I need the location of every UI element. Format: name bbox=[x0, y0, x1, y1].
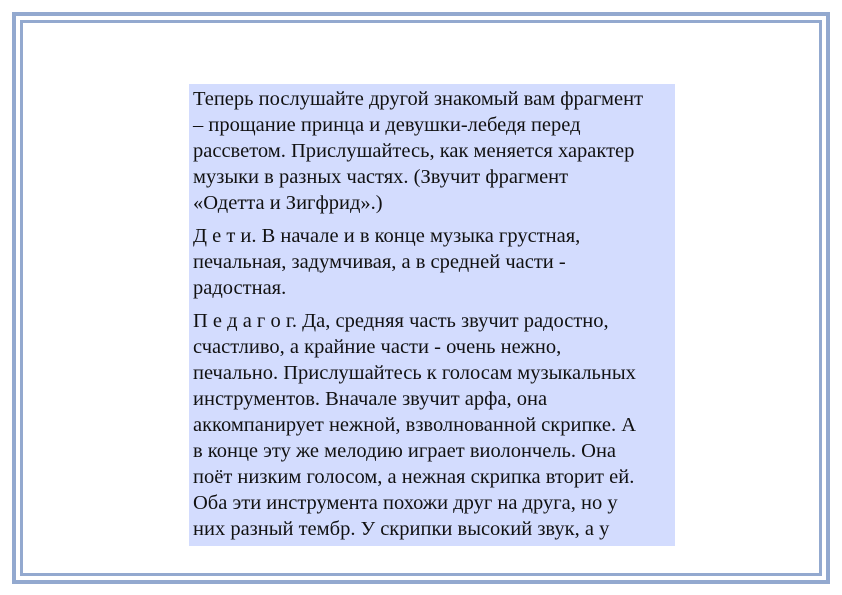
text-line: инструментов. Вначале звучит арфа, она bbox=[193, 388, 548, 410]
text-line: Теперь послушайте другой знакомый вам фрагмент bbox=[193, 88, 644, 110]
text-line: печально. Прислушайтесь к голосам музыкальных bbox=[193, 362, 636, 384]
text-line: счастливо, а крайние части - очень нежно, bbox=[193, 336, 562, 358]
text-line: рассветом. Прислушайтесь, как меняется характер bbox=[193, 140, 635, 162]
paragraph-intro bbox=[193, 86, 671, 216]
text-line: – прощание принца и девушки-лебедя перед bbox=[193, 114, 581, 136]
text-line: печальная, задумчивая, а в средней части - bbox=[193, 251, 566, 273]
text-line: в конце эту же мелодию играет виолончель. Она bbox=[193, 440, 617, 462]
text-line: радостная. bbox=[193, 277, 287, 299]
paragraph-teacher bbox=[193, 308, 671, 542]
text-line: них разный тембр. У скрипки высокий звук, а у bbox=[193, 518, 610, 540]
text-line: Д е т и. В начале и в конце музыка грустная, bbox=[193, 225, 581, 247]
text-line: Оба эти инструмента похожи друг на друга, но у bbox=[193, 492, 618, 514]
text-box bbox=[189, 84, 675, 546]
text-line: «Одетта и Зигфрид».) bbox=[193, 192, 383, 214]
text-line: музыки в разных частях. (Звучит фрагмент bbox=[193, 166, 569, 188]
text-line: поёт низким голосом, а нежная скрипка вторит ей. bbox=[193, 466, 635, 488]
text-line: П е д а г о г. Да, средняя часть звучит радостно, bbox=[193, 310, 609, 332]
text-line: аккомпанирует нежной, взволнованной скрипке. А bbox=[193, 414, 637, 436]
paragraph-children bbox=[193, 223, 671, 301]
